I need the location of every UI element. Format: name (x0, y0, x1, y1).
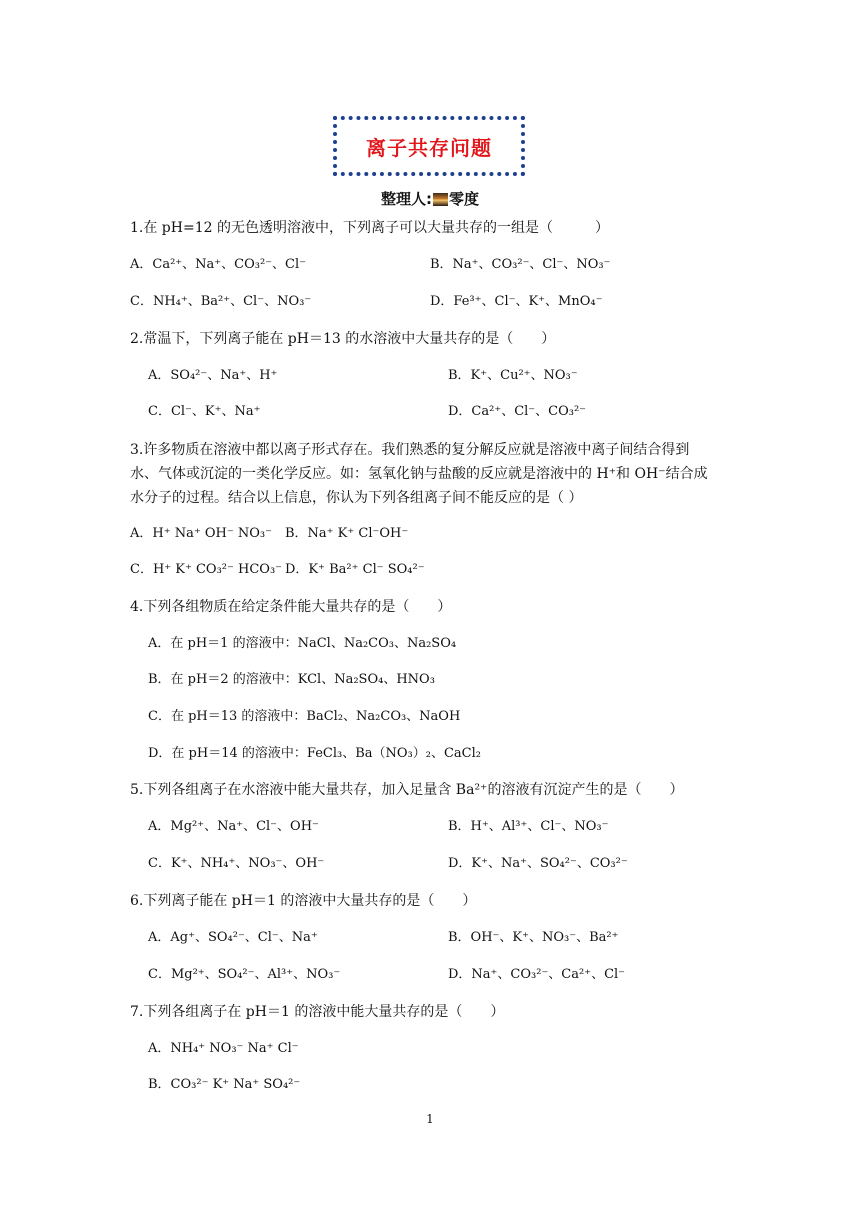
question-3-stem-line-2: 水、气体或沉淀的一类化学反应。如：氢氧化钠与盐酸的反应就是溶液中的 H⁺和 OH⁻结合成 (130, 466, 708, 482)
author-prefix: 整理人: (380, 190, 432, 208)
q2-option-a: A．SO₄²⁻、Na⁺、H⁺ (148, 368, 278, 383)
q5-option-a: A．Mg²⁺、Na⁺、Cl⁻、OH⁻ (148, 819, 319, 834)
document-title: 离子共存问题 (366, 135, 492, 160)
q1-option-a: A．Ca²⁺、Na⁺、CO₃²⁻、Cl⁻ (130, 257, 307, 272)
q6-option-b: B．OH⁻、K⁺、NO₃⁻、Ba²⁺ (448, 930, 619, 945)
q2-option-b: B．K⁺、Cu²⁺、NO₃⁻ (448, 368, 578, 383)
q4-option-a: A．在 pH＝1 的溶液中：NaCl、Na₂CO₃、Na₂SO₄ (148, 636, 457, 651)
q4-option-d: D．在 pH＝14 的溶液中：FeCl₃、Ba（NO₃）₂、CaCl₂ (148, 746, 481, 761)
q7-option-b: B．CO₃²⁻ K⁺ Na⁺ SO₄²⁻ (148, 1077, 301, 1092)
sunset-avatar-icon (433, 193, 448, 206)
question-1-stem: 1.在 pH=12 的无色透明溶液中，下列离子可以大量共存的一组是（ ） (130, 220, 609, 236)
q5-option-b: B．H⁺、Al³⁺、Cl⁻、NO₃⁻ (448, 819, 609, 834)
question-7-stem: 7.下列各组离子在 pH＝1 的溶液中能大量共存的是（ ） (130, 1004, 505, 1020)
q3-option-b: B．Na⁺ K⁺ Cl⁻OH⁻ (285, 526, 409, 541)
q2-option-c: C．Cl⁻、K⁺、Na⁺ (148, 404, 261, 419)
q7-option-a: A．NH₄⁺ NO₃⁻ Na⁺ Cl⁻ (148, 1041, 299, 1056)
page-number: 1 (426, 1112, 434, 1126)
question-5-stem: 5.下列各组离子在水溶液中能大量共存，加入足量含 Ba²⁺的溶液有沉淀产生的是（ ） (130, 782, 684, 798)
q1-option-b: B．Na⁺、CO₃²⁻、Cl⁻、NO₃⁻ (430, 257, 611, 272)
q1-option-d: D．Fe³⁺、Cl⁻、K⁺、MnO₄⁻ (430, 294, 603, 309)
q6-option-a: A．Ag⁺、SO₄²⁻、Cl⁻、Na⁺ (148, 930, 318, 945)
q1-option-c: C．NH₄⁺、Ba²⁺、Cl⁻、NO₃⁻ (130, 294, 312, 309)
question-6-stem: 6.下列离子能在 pH＝1 的溶液中大量共存的是（ ） (130, 893, 477, 909)
question-3-stem-line-1: 3.许多物质在溶液中都以离子形式存在。我们熟悉的复分解反应就是溶液中离子间结合得到 (130, 442, 690, 458)
title-box (333, 116, 525, 176)
q3-option-d: D．K⁺ Ba²⁺ Cl⁻ SO₄²⁻ (285, 562, 425, 577)
q5-option-c: C．K⁺、NH₄⁺、NO₃⁻、OH⁻ (148, 856, 325, 871)
question-2-stem: 2.常温下，下列离子能在 pH＝13 的水溶液中大量共存的是（ ） (130, 331, 556, 347)
question-4-stem: 4.下列各组物质在给定条件能大量共存的是（ ） (130, 599, 452, 615)
question-3-stem-line-3: 水分子的过程。结合以上信息，你认为下列各组离子间不能反应的是（ ） (130, 490, 583, 506)
q2-option-d: D．Ca²⁺、Cl⁻、CO₃²⁻ (448, 404, 587, 419)
q4-option-b: B．在 pH＝2 的溶液中：KCl、Na₂SO₄、HNO₃ (148, 672, 435, 687)
author-name: 零度 (448, 190, 479, 208)
author-line (0, 188, 860, 209)
q3-option-c: C．H⁺ K⁺ CO₃²⁻ HCO₃⁻ (130, 562, 283, 577)
q3-option-a: A．H⁺ Na⁺ OH⁻ NO₃⁻ (130, 526, 272, 541)
q6-option-d: D．Na⁺、CO₃²⁻、Ca²⁺、Cl⁻ (448, 967, 626, 982)
q5-option-d: D．K⁺、Na⁺、SO₄²⁻、CO₃²⁻ (448, 856, 628, 871)
q4-option-c: C．在 pH＝13 的溶液中：BaCl₂、Na₂CO₃、NaOH (148, 709, 461, 724)
q6-option-c: C．Mg²⁺、SO₄²⁻、Al³⁺、NO₃⁻ (148, 967, 341, 982)
